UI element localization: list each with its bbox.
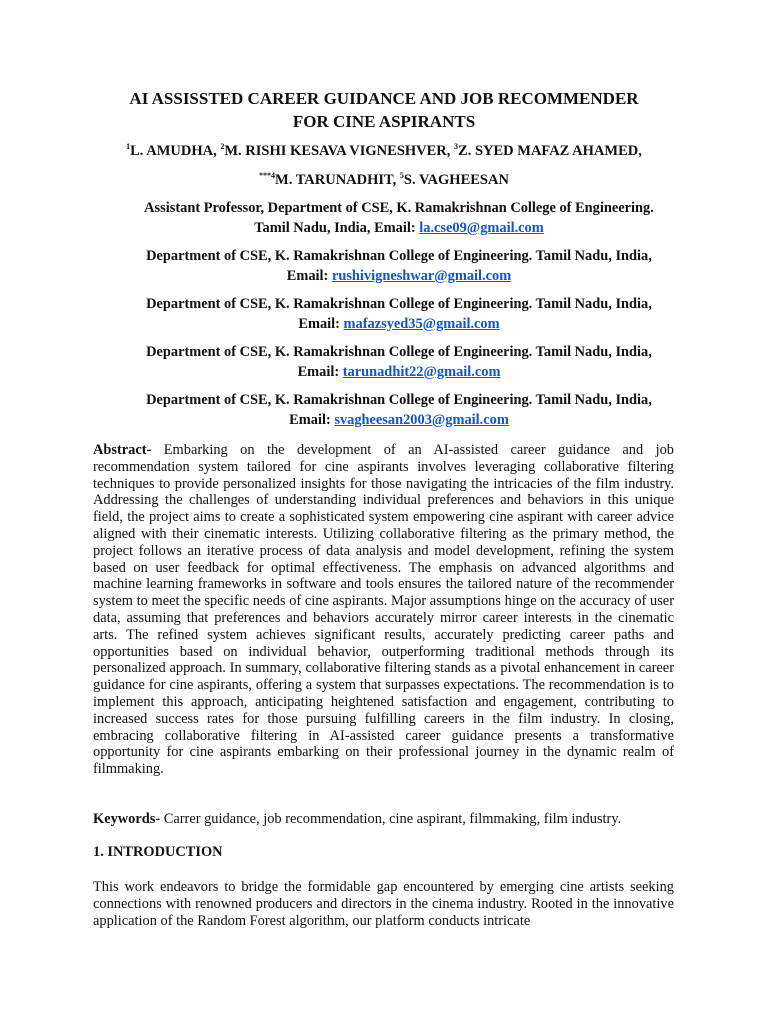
author-4-name: M. TARUNADHIT, (275, 172, 400, 188)
introduction-paragraph: This work endeavors to bridge the formidable gap encountered by emerging cine artists seeking connections with renowned producers and directors in the cinema industry. Rooted in the innovative application of the Random Forest algorithm, our platform conducts intricate (93, 879, 674, 929)
affiliation-line: Department of CSE, K. Ramakrishnan College of Engineering. Tamil Nadu, India, (146, 248, 652, 264)
title-line-2: FOR CINE ASPIRANTS (292, 112, 476, 131)
author-2-sup: 2 (220, 142, 225, 151)
affiliation-line: Department of CSE, K. Ramakrishnan College of Engineering. Tamil Nadu, India, (146, 296, 652, 312)
affiliation-5 (110, 391, 688, 430)
author-5-name: S. VAGHEESAN (403, 172, 509, 188)
author-5-sup: 5 (399, 171, 404, 180)
authors-line-1 (60, 142, 708, 160)
affiliation-line: Department of CSE, K. Ramakrishnan College of Engineering. Tamil Nadu, India, (146, 344, 652, 360)
authors-line-2 (60, 171, 708, 189)
affiliation-email-label: Email: (298, 315, 344, 332)
author-2-name: M. RISHI KESAVA VIGNESHVER, (224, 143, 455, 159)
affiliation-email-label: Email: (297, 363, 343, 380)
abstract-label: Abstract- (93, 442, 152, 458)
title-line-1: AI ASSISSTED CAREER GUIDANCE AND JOB RECOMMENDER (129, 89, 639, 108)
affiliation-4 (110, 343, 688, 382)
email-link[interactable]: la.cse09@gmail.com (419, 219, 544, 236)
author-3-sup: 3 (454, 142, 459, 151)
email-link[interactable]: mafazsyed35@gmail.com (343, 315, 500, 332)
author-1-name: L. AMUDHA, (130, 143, 221, 159)
paper-title (80, 87, 688, 133)
email-link[interactable]: svagheesan2003@gmail.com (334, 411, 509, 428)
keywords-label: Keywords- (93, 811, 161, 827)
affiliation-email-label: Email: (289, 411, 335, 428)
section-heading-introduction: 1. INTRODUCTION (93, 844, 223, 860)
author-1-sup: 1 (126, 142, 131, 151)
author-4-sup: ***4 (259, 171, 276, 180)
affiliation-2 (110, 247, 688, 286)
abstract (93, 442, 674, 778)
affiliation-3 (110, 295, 688, 334)
affiliation-email-label: Email: (286, 267, 332, 284)
affiliation-line: Assistant Professor, Department of CSE, K. Ramakrishnan College of Engineering. (144, 200, 654, 216)
email-link[interactable]: tarunadhit22@gmail.com (342, 363, 501, 380)
keywords (93, 811, 674, 828)
affiliation-line: Department of CSE, K. Ramakrishnan College of Engineering. Tamil Nadu, India, (146, 392, 652, 408)
affiliation-1 (110, 199, 688, 238)
keywords-text: Carrer guidance, job recommendation, cine aspirant, filmmaking, film industry. (160, 811, 622, 827)
email-link[interactable]: rushivigneshwar@gmail.com (331, 267, 512, 284)
abstract-text: Embarking on the development of an AI-assisted career guidance and job recommendation system tailored for cine aspirants involves leveraging collaborative filtering techniques to provide personalized insights for those navigating the intricacies of the film industry. Addressing the challenges of understanding individual preferences and behaviors in this unique field, the project aims to create a sophisticated system empowering cine aspirant with career advice aligned with their cinematic interests. Utilizing collaborative filtering as the primary method, the project follows an iterative process of data analysis and model development, refining the system based on user feedback for optimal effectiveness. The emphasis on advanced algorithms and machine learning frameworks in software and tools ensures the tailored nature of the recommender system to meet the specific needs of cine aspirants. Major assumptions hinge on the accuracy of user data, assuming that preferences and behaviors accurately mirror career interests in the cinematic arts. The refined system achieves significant results, accurately predicting career paths and opportunities based on individual behavior, outperforming traditional methods through its personalized approach. In summary, collaborative filtering stands as a pivotal enhancement in career guidance for cine aspirants, offering a system that surpasses expectations. The recommendation is to implement this approach, anticipating heightened satisfaction and engagement, contributing to increased success rates for those pursuing fulfilling careers in the film industry. In closing, embracing collaborative filtering in AI-assisted career guidance presents a transformative opportunity for cine aspirants embarking on their professional journey in the dynamic realm of filmmaking. (93, 442, 674, 778)
author-3-name: Z. SYED MAFAZ AHAMED, (458, 143, 642, 159)
affiliation-email-label: Tamil Nadu, India, Email: (254, 219, 420, 236)
